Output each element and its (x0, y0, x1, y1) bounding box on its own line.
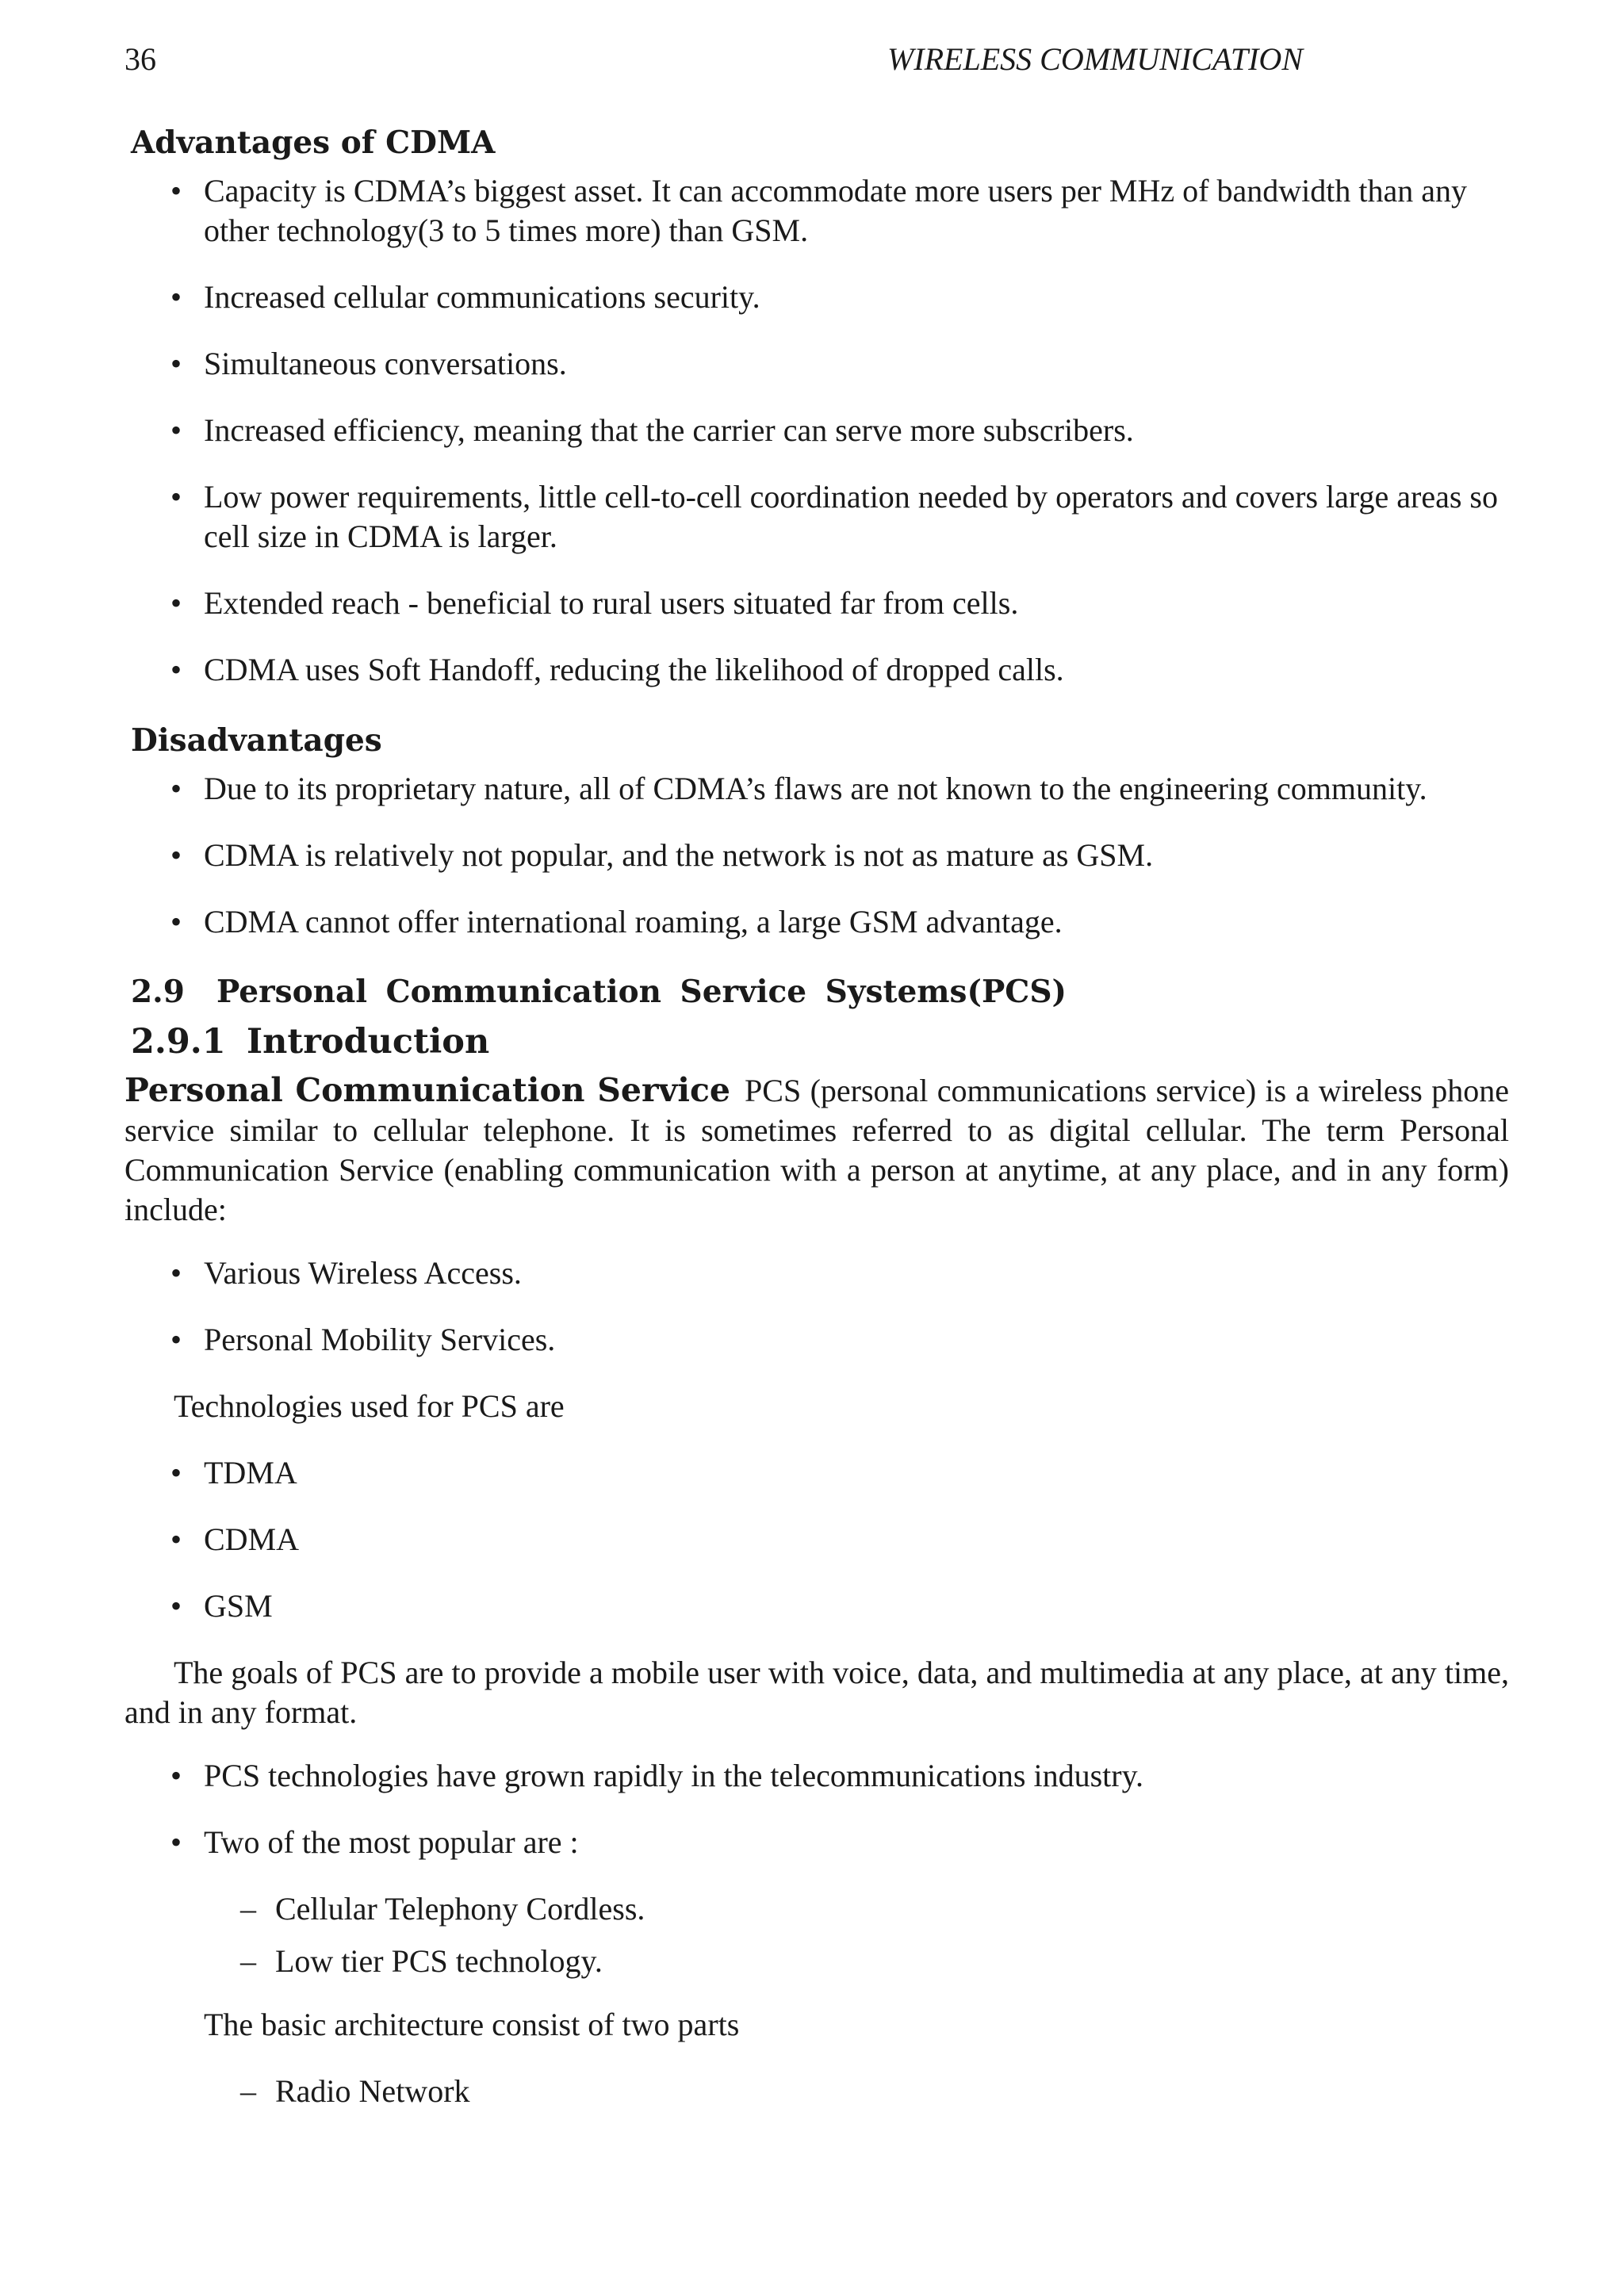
goals-paragraph: The goals of PCS are to provide a mobile user with voice, data, and multimedia at any place, at any time, and in any format. (124, 1655, 1509, 1730)
list-item: • Capacity is CDMA’s biggest asset. It can accommodate more users per MHz of bandwidth than any other technology(3 to 5 times more) than GSM. (204, 171, 1509, 251)
intro-text: PCS (personal communications service) is a wireless phone service similar to cellular telephone. It is sometimes referred to as digital cellular. The term Personal Communication Service (enabling communication with a person at anytime, at any place, and in any form) include: (124, 1073, 1509, 1227)
list-item: • Personal Mobility Services. (204, 1320, 1509, 1360)
list-item: • GSM (204, 1586, 1509, 1626)
list-item: – Cellular Telephony Cordless. (275, 1889, 1509, 1929)
running-header (124, 38, 1303, 81)
list-item: • CDMA (204, 1520, 1509, 1559)
list-item: • Extended reach - beneficial to rural users situated far from cells. (204, 584, 1509, 623)
list-item: • CDMA cannot offer international roaming, a large GSM advantage. (204, 902, 1509, 942)
growth-list (124, 1756, 1509, 1862)
page-content (124, 119, 1509, 2124)
list-item: • TDMA (204, 1453, 1509, 1493)
list-item: • Various Wireless Access. (204, 1253, 1509, 1293)
advantages-heading: Advantages of CDMA (131, 124, 496, 161)
list-item: – Radio Network (275, 2072, 1509, 2111)
popular-list (124, 1889, 1509, 1981)
includes-list (124, 1253, 1509, 1360)
list-item: • Increased efficiency, meaning that the carrier can serve more subscribers. (204, 411, 1509, 450)
disadvantages-list (124, 769, 1509, 942)
page-number: 36 (124, 41, 156, 77)
disadvantages-heading: Disadvantages (131, 722, 382, 759)
subsection-heading (131, 1018, 1509, 1066)
architecture-list (124, 2072, 1509, 2111)
subsection-number: 2.9.1 (131, 1022, 226, 1062)
list-item: • Two of the most popular are : (204, 1823, 1509, 1862)
running-title: WIRELESS COMMUNICATION (887, 41, 1303, 77)
technologies-list (124, 1453, 1509, 1626)
intro-lead: Personal Communication Service (124, 1071, 731, 1109)
list-item: • PCS technologies have grown rapidly in the telecommunications industry. (204, 1756, 1509, 1796)
subsection-title: Introduction (247, 1022, 490, 1062)
technologies-intro: Technologies used for PCS are (174, 1388, 565, 1424)
list-item: • Increased cellular communications security. (204, 277, 1509, 317)
architecture-intro: The basic architecture consist of two parts (204, 2007, 740, 2042)
section-number: 2.9 (131, 974, 185, 1010)
list-item: • Due to its proprietary nature, all of CDMA’s flaws are not known to the engineering community. (204, 769, 1509, 809)
list-item: • Low power requirements, little cell-to-cell coordination needed by operators and covers large areas so cell size in CDMA is larger. (204, 477, 1509, 557)
intro-paragraph (124, 1070, 1509, 1230)
advantages-list (124, 171, 1509, 690)
section-heading (131, 969, 1509, 1015)
list-item: • CDMA is relatively not popular, and the network is not as mature as GSM. (204, 836, 1509, 875)
list-item: • CDMA uses Soft Handoff, reducing the likelihood of dropped calls. (204, 650, 1509, 690)
list-item: – Low tier PCS technology. (275, 1942, 1509, 1981)
section-title: Personal Communication Service Systems(PCS) (216, 974, 1067, 1010)
list-item: • Simultaneous conversations. (204, 344, 1509, 384)
